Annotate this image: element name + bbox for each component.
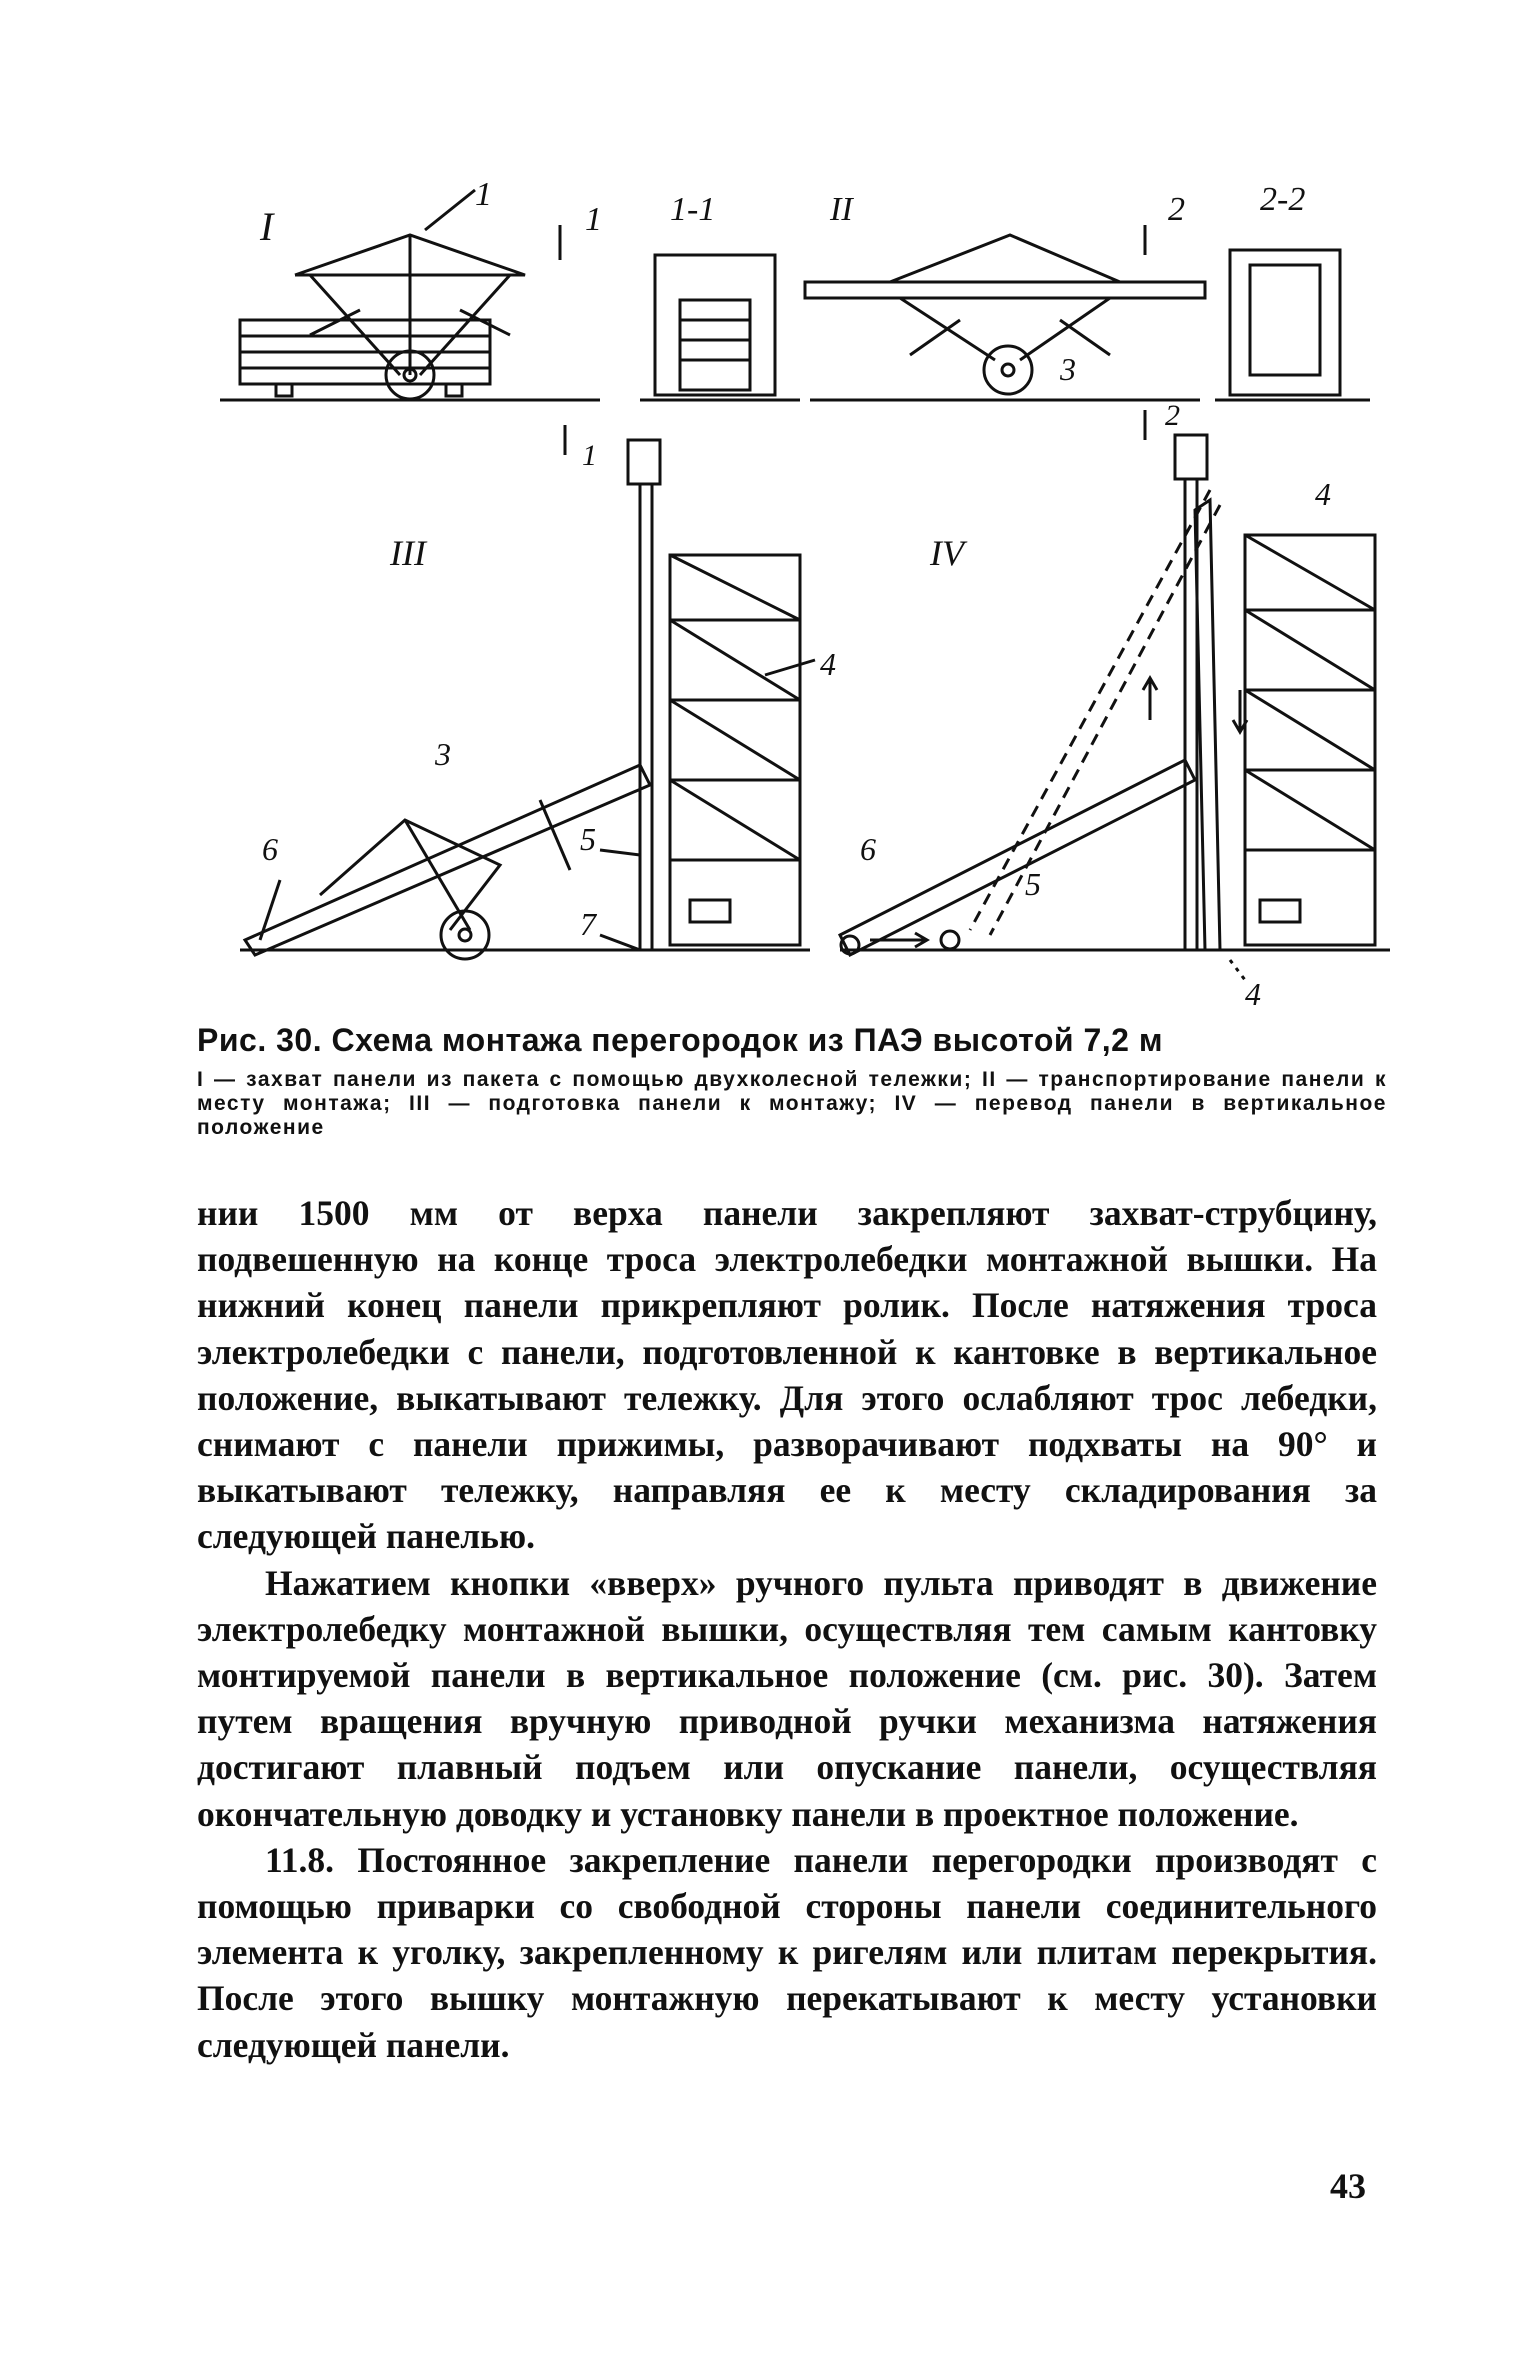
cart-grip (910, 320, 960, 355)
cart-strut (310, 275, 400, 375)
callout-3-mid: 3 (435, 736, 451, 772)
section-mark-2-bottom-label: 2 (1165, 399, 1180, 432)
wheel-hub (459, 929, 471, 941)
leader-line (1230, 960, 1245, 980)
callout-4-bottom: 4 (1245, 976, 1261, 1010)
vertical-panel (1195, 500, 1220, 950)
callout-7: 7 (580, 906, 596, 942)
label-section-2-2: 2-2 (1260, 181, 1306, 218)
callout-1: 1 (475, 176, 492, 213)
assembly-tower (1245, 535, 1375, 945)
cart-grip (1060, 320, 1110, 355)
panel (805, 282, 1205, 298)
tower-diagonal (670, 620, 800, 700)
cart-wheel (441, 911, 489, 959)
page-number: 43 (1330, 2166, 1366, 2206)
stage-iv-drawing (840, 399, 1390, 1010)
panel-path-dashed (970, 490, 1210, 930)
callout-4-mid: 4 (820, 646, 836, 682)
label-section-1-1: 1-1 (670, 191, 716, 228)
label-stage-iv: IV (930, 533, 964, 573)
label-stage-ii: II (830, 191, 853, 228)
leader-line (765, 660, 815, 675)
figure-30 (200, 160, 1400, 1010)
cart-strut (420, 275, 510, 375)
section-mark-1-label: 1 (585, 201, 602, 238)
section-inner (1250, 265, 1320, 375)
tower-diagonal (1245, 690, 1375, 770)
tower-diagonal (1245, 610, 1375, 690)
installation-diagram (200, 160, 1400, 1010)
paragraph-1: нии 1500 мм от верха панели закрепляют захват-струбцину, подвешенную на конце троса электролебедки монтажной вышки. На нижний конец панели прикрепляют ролик. После натяжения троса электролебедки с панели, подготовленной к кантовке в вертикальное положение, выкатывают тележку. Для этого ослабляют трос лебедки, снимают с панели прижимы, разворачивают подхваты на 90° и выкатывают тележку, направляя ее к месту складирования за следующей панелью. (197, 1193, 1377, 1557)
ceiling-block (1175, 435, 1207, 479)
caption-legend: I — захват панели из пакета с помощью двухколесной тележки; II — транспортирование панели к месту монтажа; III — подготовка панели к монтажу; IV — перевод панели в вертикальное положение (197, 1068, 1387, 1139)
stack-support (276, 384, 292, 396)
callout-5-right: 5 (1025, 866, 1041, 902)
wheel-hub (1002, 364, 1014, 376)
section-inner (680, 300, 750, 390)
section-outline (1230, 250, 1340, 395)
callout-3-top: 3 (1060, 351, 1076, 387)
stage-i-drawing (220, 176, 602, 400)
panel-stack-layer (240, 320, 490, 336)
leader-line (425, 190, 475, 230)
cart-wheel (984, 346, 1032, 394)
tower-diagonal (670, 700, 800, 780)
leader-line (260, 880, 280, 940)
caption-title: Рис. 30. Схема монтажа перегородок из ПАЭ высотой 7,2 м (197, 1022, 1163, 1058)
callout-4-right: 4 (1315, 476, 1331, 512)
leader-line (600, 935, 640, 950)
paragraph-3: 11.8. Постоянное закрепление панели перегородки производят с помощью приварки со свободной стороны панели соединительного элемента к уголку, закрепленному к ригелям или плитам перекрытия. После этого вышку монтажную перекатывают к месту установки следующей панели. (197, 1839, 1377, 2065)
roller (941, 931, 959, 949)
inclined-panel (840, 760, 1195, 955)
callout-6-right: 6 (860, 831, 876, 867)
cart-grip (540, 800, 570, 870)
leader-line (600, 850, 640, 855)
panel-stack-layer (240, 368, 490, 384)
callout-6-left: 6 (262, 831, 278, 867)
label-stage-i: I (260, 204, 274, 249)
stage-iii-drawing (240, 425, 836, 959)
section-outline (655, 255, 775, 395)
section-2-2-drawing (1215, 181, 1370, 400)
tower-diagonal (1245, 535, 1375, 610)
paragraph-2: Нажатием кнопки «вверх» ручного пульта приводят в движение электролебедку монтажной вышки, осуществляя тем самым кантовку монтируемой панели в вертикальное положение (см. рис. 30). Затем путем вращения вручную приводной ручки механизма натяжения достигают плавный подъем или опускание панели, осуществляя окончательную доводку и установку панели в проектное положение. (197, 1562, 1377, 1834)
assembly-tower (670, 555, 800, 945)
tower-diagonal (670, 780, 800, 860)
label-stage-iii: III (390, 533, 426, 573)
panel-stack-layer (240, 352, 490, 368)
section-1-1-drawing (640, 191, 800, 400)
cart-frame (890, 235, 1120, 282)
body-text (197, 1190, 1377, 2068)
ceiling-block (628, 440, 660, 484)
stack-support (446, 384, 462, 396)
figure-caption (197, 1020, 1387, 1140)
tower-diagonal (670, 555, 800, 620)
section-mark-1-bottom-label: 1 (582, 439, 597, 472)
winch-motor (690, 900, 730, 922)
callout-5-left: 5 (580, 821, 596, 857)
section-mark-2-label: 2 (1168, 191, 1185, 228)
stage-ii-drawing (805, 191, 1205, 400)
winch-motor (1260, 900, 1300, 922)
tower-diagonal (1245, 770, 1375, 850)
